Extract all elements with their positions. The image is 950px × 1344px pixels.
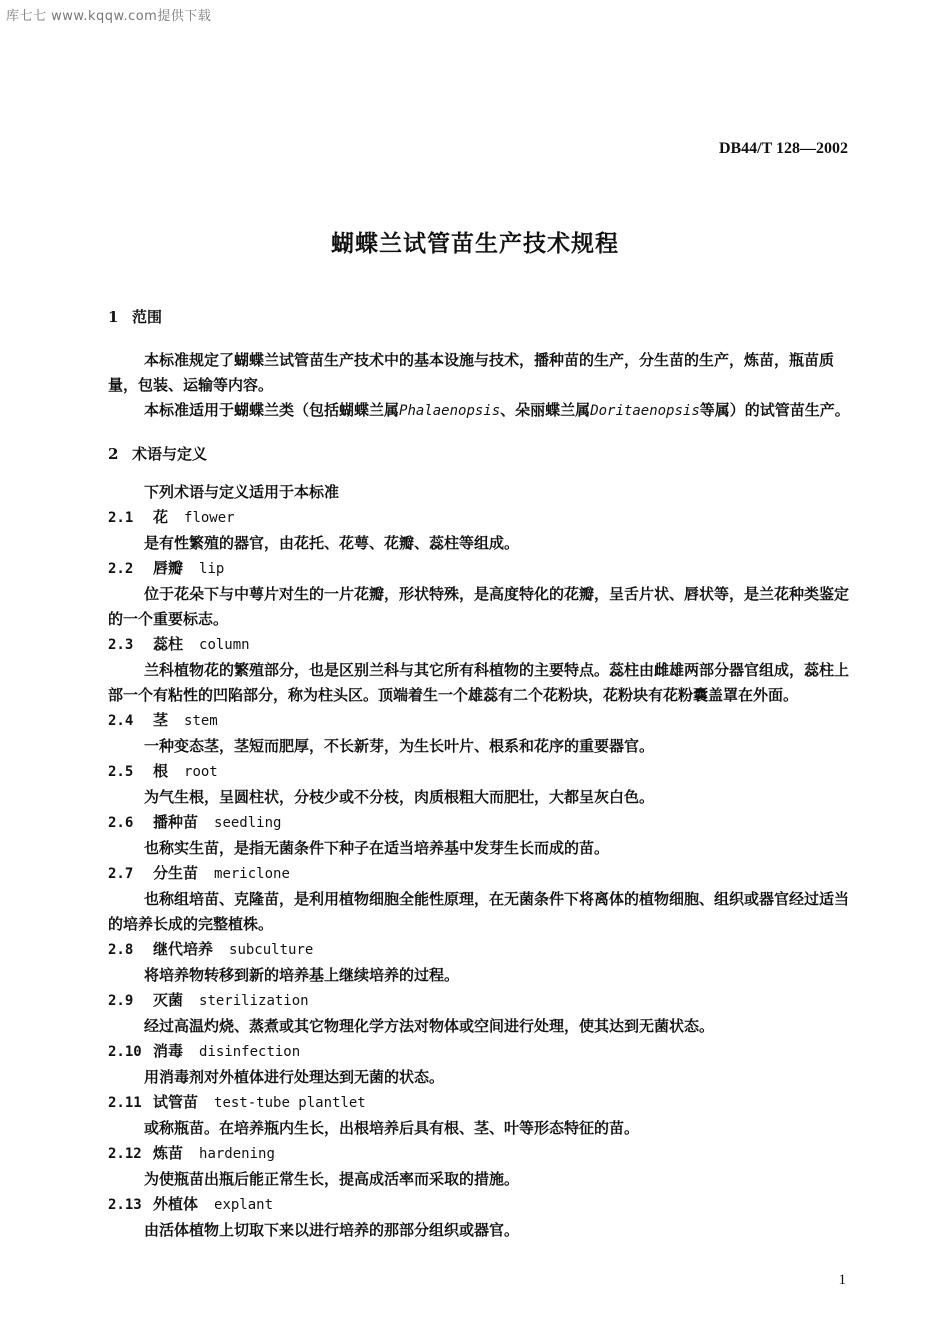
term-number: 2.1: [108, 510, 134, 526]
term-number: 2.13: [108, 1197, 142, 1213]
term-chinese: 花: [153, 508, 169, 526]
term-heading: [108, 505, 855, 531]
term-item: [108, 632, 855, 708]
term-number: 2.7: [108, 866, 134, 882]
term-item: [108, 937, 855, 988]
term-english: hardening: [199, 1146, 275, 1162]
term-chinese: 炼苗: [153, 1144, 184, 1162]
page-number: 1: [838, 1272, 846, 1288]
term-chinese: 唇瓣: [153, 559, 184, 577]
term-definition: 也称实生苗，是指无菌条件下种子在适当培养基中发芽生长而成的苗。: [144, 839, 610, 857]
terms-list: [108, 505, 855, 1243]
term-heading: [108, 937, 855, 963]
term-english: column: [199, 637, 250, 653]
scope-paragraph-2: [108, 398, 855, 424]
term-english: explant: [214, 1197, 274, 1213]
term-english: mericlone: [214, 866, 290, 882]
term-item: [108, 556, 855, 632]
scope-text-b: 、朵丽蝶兰属: [500, 401, 591, 419]
watermark-text: 库七七 www.kqqw.com提供下载: [6, 9, 212, 24]
document-body: [108, 305, 855, 1243]
section-title: 术语与定义: [132, 445, 208, 463]
term-chinese: 继代培养: [153, 940, 214, 958]
term-chinese: 根: [153, 762, 169, 780]
term-number: 2.12: [108, 1146, 142, 1162]
term-heading: [108, 810, 855, 836]
term-definition: 位于花朵下与中萼片对生的一片花瓣，形状特殊，是高度特化的花瓣，呈舌片状、唇状等，是兰花种类鉴定的一个重要标志。: [108, 585, 850, 628]
term-chinese: 茎: [153, 711, 169, 729]
term-definition: 或称瓶苗。在培养瓶内生长，出根培养后具有根、茎、叶等形态特征的苗。: [144, 1119, 640, 1137]
term-chinese: 试管苗: [153, 1093, 199, 1111]
section-number: 1: [108, 308, 119, 326]
term-item: [108, 988, 855, 1039]
term-number: 2.8: [108, 942, 134, 958]
document-title: 蝴蝶兰试管苗生产技术规程: [331, 230, 619, 257]
term-item: [108, 861, 855, 937]
term-heading: [108, 1141, 855, 1167]
term-english: disinfection: [199, 1044, 301, 1060]
term-heading: [108, 1090, 855, 1116]
term-english: stem: [184, 713, 218, 729]
term-heading: [108, 988, 855, 1014]
term-item: [108, 1141, 855, 1192]
section-1-heading: [108, 305, 855, 329]
term-heading: [108, 632, 855, 658]
term-chinese: 播种苗: [153, 813, 199, 831]
section-2-heading: [108, 442, 855, 466]
term-definition: 将培养物转移到新的培养基上继续培养的过程。: [144, 966, 460, 984]
term-number: 2.9: [108, 993, 134, 1009]
term-definition: 也称组培苗、克隆苗，是利用植物细胞全能性原理，在无菌条件下将离体的植物细胞、组织或器官经过适当的培养长成的完整植株。: [108, 890, 850, 933]
term-number: 2.11: [108, 1095, 142, 1111]
term-item: [108, 708, 855, 759]
term-definition: 是有性繁殖的器官，由花托、花萼、花瓣、蕊柱等组成。: [144, 534, 520, 552]
term-definition: 由活体植物上切取下来以进行培养的那部分组织或器官。: [144, 1221, 520, 1239]
term-english: root: [184, 764, 218, 780]
term-english: sterilization: [199, 993, 309, 1009]
term-number: 2.2: [108, 561, 134, 577]
term-chinese: 消毒: [153, 1042, 184, 1060]
term-number: 2.10: [108, 1044, 142, 1060]
scope-paragraph-1: 本标准规定了蝴蝶兰试管苗生产技术中的基本设施与技术，播种苗的生产，分生苗的生产，炼苗，瓶苗质量，包装、运输等内容。: [108, 351, 835, 394]
term-chinese: 蕊柱: [153, 635, 184, 653]
section-title: 范围: [132, 308, 163, 326]
term-english: flower: [184, 510, 235, 526]
term-item: [108, 759, 855, 810]
term-number: 2.4: [108, 713, 134, 729]
term-english: test-tube plantlet: [214, 1095, 366, 1111]
term-item: [108, 810, 855, 861]
term-definition: 一种变态茎，茎短而肥厚，不长新芽，为生长叶片、根系和花序的重要器官。: [144, 737, 655, 755]
term-heading: [108, 556, 855, 582]
term-chinese: 分生苗: [153, 864, 199, 882]
term-item: [108, 1039, 855, 1090]
term-definition: 经过高温灼烧、蒸煮或其它物理化学方法对物体或空间进行处理，使其达到无菌状态。: [144, 1017, 715, 1035]
term-chinese: 灭菌: [153, 991, 184, 1009]
term-heading: [108, 1039, 855, 1065]
term-definition: 为气生根，呈圆柱状，分枝少或不分枝，肉质根粗大而肥壮，大都呈灰白色。: [144, 788, 655, 806]
term-english: subculture: [229, 942, 314, 958]
term-heading: [108, 759, 855, 785]
scope-text-c: 等属）的试管苗生产。: [699, 401, 850, 419]
term-item: [108, 1192, 855, 1243]
terms-intro: 下列术语与定义适用于本标准: [144, 483, 340, 501]
term-definition: 用消毒剂对外植体进行处理达到无菌的状态。: [144, 1068, 445, 1086]
term-english: seedling: [214, 815, 282, 831]
latin-name-phalaenopsis: Phalaenopsis: [399, 403, 501, 419]
term-number: 2.5: [108, 764, 134, 780]
term-heading: [108, 708, 855, 734]
term-item: [108, 1090, 855, 1141]
term-number: 2.6: [108, 815, 134, 831]
term-definition: 兰科植物花的繁殖部分，也是区别兰科与其它所有科植物的主要特点。蕊柱由雌雄两部分器官组成，蕊柱上部一个有粘性的凹陷部分，称为柱头区。顶端着生一个雄蕊有二个花粉块，花粉块有花粉囊盖罩在外面。: [108, 661, 850, 704]
document-code: DB44/T 128—2002: [718, 140, 848, 157]
section-number: 2: [108, 445, 119, 463]
latin-name-doritaenopsis: Doritaenopsis: [590, 403, 700, 419]
term-item: [108, 505, 855, 556]
term-definition: 为使瓶苗出瓶后能正常生长，提高成活率而采取的措施。: [144, 1170, 520, 1188]
term-heading: [108, 1192, 855, 1218]
term-number: 2.3: [108, 637, 134, 653]
scope-text-a: 本标准适用于蝴蝶兰类（包括蝴蝶兰属: [144, 401, 400, 419]
term-chinese: 外植体: [153, 1195, 199, 1213]
term-heading: [108, 861, 855, 887]
term-english: lip: [199, 561, 225, 577]
